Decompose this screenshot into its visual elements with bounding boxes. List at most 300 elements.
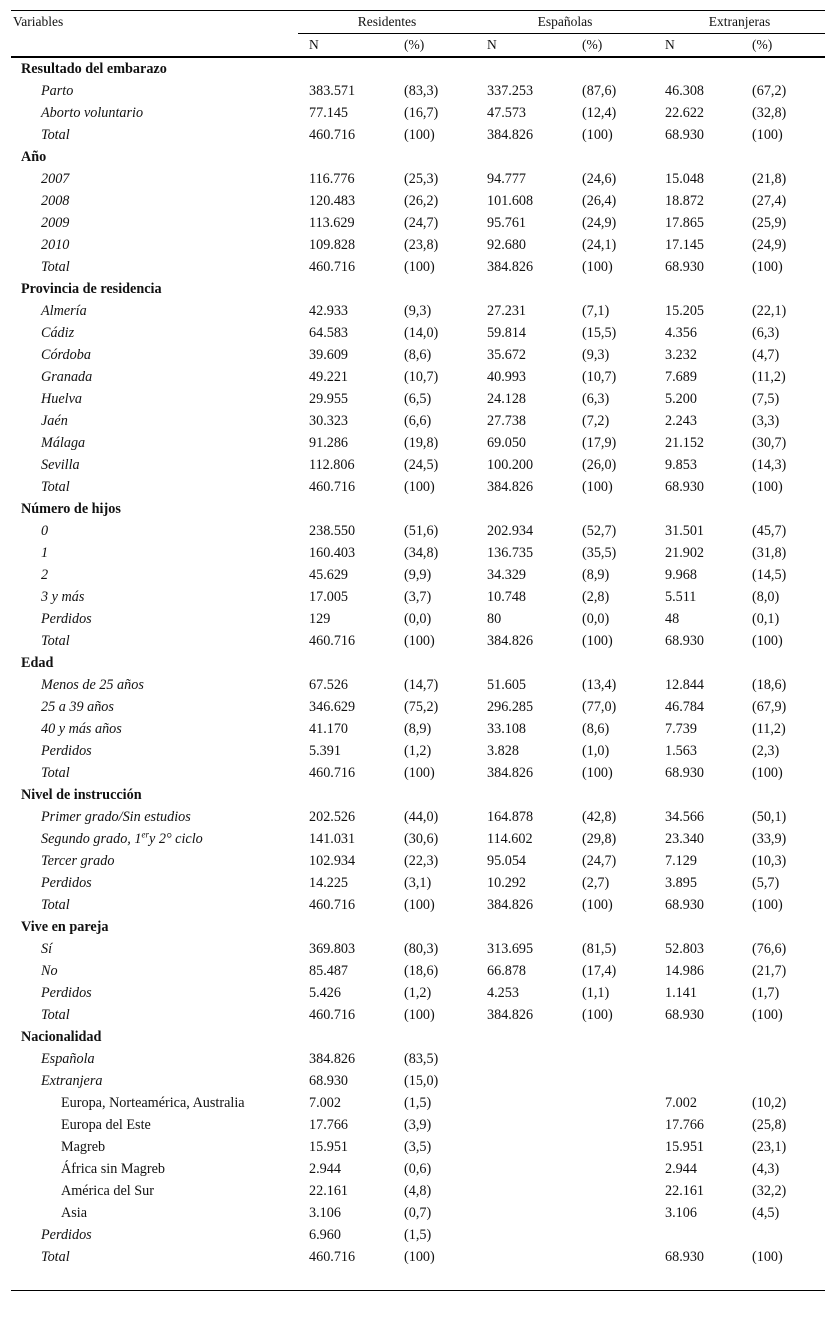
- row-label-text: Parto: [41, 83, 74, 99]
- table-row: [11, 476, 825, 498]
- cell-n: 17.145: [665, 237, 705, 253]
- row-label-text: Perdidos: [41, 1227, 92, 1243]
- cell-pct: (3,1): [404, 875, 432, 891]
- cell-pct: (8,9): [404, 721, 432, 737]
- row-label-text: Total: [41, 127, 70, 143]
- cell-n: 17.766: [309, 1117, 349, 1133]
- row-label: [11, 850, 298, 872]
- row-label-text: Segundo grado, 1: [41, 831, 142, 847]
- cell-pct: (3,5): [404, 1139, 432, 1155]
- cell-n: [476, 1114, 572, 1136]
- cell-n: 460.716: [309, 897, 356, 913]
- cell-pct: (7,2): [582, 413, 610, 429]
- cell-pct: (100): [404, 897, 435, 913]
- group-header-espanolas: Españolas: [476, 11, 654, 34]
- cell-pct: (2,3): [752, 743, 780, 759]
- cell-pct: (6,5): [404, 391, 432, 407]
- row-label-text: Perdidos: [41, 743, 92, 759]
- cell-pct: (11,2): [752, 369, 786, 385]
- table-row: [11, 586, 825, 608]
- cell-n: [654, 1070, 742, 1092]
- cell-pct: (100): [582, 1007, 613, 1023]
- cell-pct: (6,6): [404, 413, 432, 429]
- cell-n: 42.933: [309, 303, 349, 319]
- row-label-text: Total: [41, 1249, 70, 1265]
- cell-pct: (19,8): [404, 435, 439, 451]
- table-row: [11, 564, 825, 586]
- cell-pct: (10,7): [582, 369, 617, 385]
- cell-n: 64.583: [309, 325, 349, 341]
- cell-pct: (3,7): [404, 589, 432, 605]
- cell-pct: (10,7): [404, 369, 439, 385]
- table-row: [11, 256, 825, 278]
- cell-pct: (7,5): [752, 391, 780, 407]
- cell-pct: (1,0): [582, 743, 610, 759]
- group-header-extranjeras: Extranjeras: [654, 11, 825, 34]
- cell-pct: [572, 1224, 654, 1246]
- row-label-text: Europa del Este: [61, 1117, 151, 1133]
- cell-n: 27.231: [487, 303, 527, 319]
- cell-n: [476, 1246, 572, 1268]
- row-label-text: Menos de 25 años: [41, 677, 144, 693]
- cell-n: 68.930: [665, 1007, 705, 1023]
- table-body: [11, 57, 825, 1291]
- table-row: [11, 1224, 825, 1246]
- cell-pct: [572, 1180, 654, 1202]
- cell-pct: (26,2): [404, 193, 439, 209]
- cell-n: 7.689: [665, 369, 697, 385]
- cell-pct: (25,9): [752, 215, 787, 231]
- row-label: [11, 80, 298, 102]
- cell-n: 102.934: [309, 853, 356, 869]
- table-header: [11, 11, 825, 58]
- section-row: [11, 57, 825, 80]
- cell-pct: (100): [752, 259, 783, 275]
- cell-pct: (87,6): [582, 83, 617, 99]
- header-spacer: [11, 34, 298, 58]
- cell-pct: (25,3): [404, 171, 439, 187]
- cell-n: 92.680: [487, 237, 527, 253]
- cell-n: 40.993: [487, 369, 527, 385]
- row-label-text: Jaén: [41, 413, 68, 429]
- cell-pct: (15,0): [404, 1073, 439, 1089]
- row-label: [11, 190, 298, 212]
- cell-pct: [572, 1202, 654, 1224]
- cell-pct: (30,6): [404, 831, 439, 847]
- row-label-text: Tercer grado: [41, 853, 115, 869]
- row-label: [11, 828, 298, 850]
- table-row: [11, 542, 825, 564]
- cell-pct: (8,0): [752, 589, 780, 605]
- cell-pct: (24,9): [752, 237, 787, 253]
- row-label: [11, 806, 298, 828]
- cell-pct: [572, 1136, 654, 1158]
- cell-n: 313.695: [487, 941, 534, 957]
- cell-pct: (100): [582, 897, 613, 913]
- subcol-pct: (%): [394, 34, 476, 58]
- section-title: Nacionalidad: [21, 1029, 102, 1045]
- cell-n: 52.803: [665, 941, 705, 957]
- table-row: [11, 1202, 825, 1224]
- row-label-text: Total: [41, 765, 70, 781]
- cell-pct: (100): [752, 127, 783, 143]
- table-row: [11, 102, 825, 124]
- cell-pct: (23,1): [752, 1139, 787, 1155]
- cell-pct: (5,7): [752, 875, 780, 891]
- section-title: Año: [21, 149, 47, 165]
- row-label: [11, 542, 298, 564]
- row-label: [11, 300, 298, 322]
- cell-n: 2.944: [665, 1161, 697, 1177]
- cell-n: 66.878: [487, 963, 527, 979]
- row-label: [11, 586, 298, 608]
- cell-n: 1.141: [665, 985, 697, 1001]
- cell-n: 41.170: [309, 721, 349, 737]
- row-label-text: 0: [41, 523, 49, 539]
- section-row: [11, 784, 825, 806]
- row-label: [11, 960, 298, 982]
- row-label-text: 25 a 39 años: [41, 699, 114, 715]
- cell-pct: (15,5): [582, 325, 617, 341]
- cell-n: 5.391: [309, 743, 341, 759]
- cell-pct: (25,8): [752, 1117, 787, 1133]
- row-label: [11, 1070, 298, 1092]
- cell-n: 47.573: [487, 105, 527, 121]
- cell-n: 384.826: [487, 765, 534, 781]
- cell-pct: (18,6): [404, 963, 439, 979]
- row-label: [11, 1136, 298, 1158]
- row-label-text: Sevilla: [41, 457, 80, 473]
- cell-n: 85.487: [309, 963, 349, 979]
- row-label: [11, 366, 298, 388]
- cell-pct: (0,1): [752, 611, 780, 627]
- table-row: [11, 1004, 825, 1026]
- row-label: [11, 1158, 298, 1180]
- row-label-text: 2010: [41, 237, 70, 253]
- row-label-text: Extranjera: [41, 1073, 103, 1089]
- cell-n: 460.716: [309, 1007, 356, 1023]
- cell-pct: [742, 1224, 825, 1246]
- cell-pct: (9,3): [582, 347, 610, 363]
- cell-n: 7.739: [665, 721, 697, 737]
- cell-n: 120.483: [309, 193, 356, 209]
- row-label: [11, 630, 298, 652]
- table-row: [11, 322, 825, 344]
- cell-n: 24.128: [487, 391, 527, 407]
- cell-pct: (30,7): [752, 435, 787, 451]
- cell-pct: (100): [582, 259, 613, 275]
- cell-pct: (100): [404, 1007, 435, 1023]
- cell-pct: (67,2): [752, 83, 787, 99]
- table-row: [11, 828, 825, 850]
- cell-n: 17.005: [309, 589, 349, 605]
- cell-n: 129: [309, 611, 331, 627]
- cell-pct: (24,5): [404, 457, 439, 473]
- row-label: [11, 1092, 298, 1114]
- bottom-rule: [11, 1268, 825, 1291]
- cell-pct: (10,3): [752, 853, 787, 869]
- cell-pct: (14,0): [404, 325, 439, 341]
- table-row: [11, 124, 825, 146]
- cell-n: 3.106: [309, 1205, 341, 1221]
- cell-n: 15.048: [665, 171, 705, 187]
- row-label-text: América del Sur: [61, 1183, 154, 1199]
- cell-n: [476, 1180, 572, 1202]
- cell-pct: (42,8): [582, 809, 617, 825]
- cell-n: 68.930: [665, 127, 705, 143]
- cell-n: 384.826: [487, 127, 534, 143]
- section-row: [11, 146, 825, 168]
- cell-n: 22.161: [665, 1183, 705, 1199]
- cell-n: 3.106: [665, 1205, 697, 1221]
- table-row: [11, 696, 825, 718]
- cell-n: 1.563: [665, 743, 697, 759]
- cell-pct: (45,7): [752, 523, 787, 539]
- cell-n: 30.323: [309, 413, 349, 429]
- row-label-text: Primer grado/Sin estudios: [41, 809, 191, 825]
- cell-pct: (83,3): [404, 83, 439, 99]
- cell-n: [476, 1202, 572, 1224]
- cell-pct: (4,8): [404, 1183, 432, 1199]
- cell-n: [476, 1136, 572, 1158]
- cell-n: [476, 1092, 572, 1114]
- row-label: [11, 454, 298, 476]
- cell-n: 22.161: [309, 1183, 349, 1199]
- cell-n: 7.129: [665, 853, 697, 869]
- row-label-text: 2009: [41, 215, 70, 231]
- cell-pct: (4,5): [752, 1205, 780, 1221]
- section-title: Edad: [21, 655, 54, 671]
- cell-pct: (4,3): [752, 1161, 780, 1177]
- cell-n: 2.243: [665, 413, 697, 429]
- cell-pct: (100): [582, 765, 613, 781]
- row-label: [11, 322, 298, 344]
- cell-pct: (67,9): [752, 699, 787, 715]
- cell-n: 383.571: [309, 83, 356, 99]
- row-label: [11, 1004, 298, 1026]
- cell-pct: (13,4): [582, 677, 617, 693]
- cell-n: 202.934: [487, 523, 534, 539]
- table-row: [11, 1136, 825, 1158]
- row-label-text: Almería: [41, 303, 87, 319]
- cell-pct: (100): [582, 479, 613, 495]
- row-label-text: Europa, Norteamérica, Australia: [61, 1095, 245, 1111]
- table-row: [11, 410, 825, 432]
- cell-n: 10.748: [487, 589, 527, 605]
- cell-n: 369.803: [309, 941, 356, 957]
- section-title: Vive en pareja: [21, 919, 109, 935]
- cell-pct: (18,6): [752, 677, 787, 693]
- cell-n: 21.152: [665, 435, 705, 451]
- table-row: [11, 806, 825, 828]
- row-label: [11, 256, 298, 278]
- cell-n: 67.526: [309, 677, 349, 693]
- cell-pct: (10,2): [752, 1095, 787, 1111]
- row-label: [11, 212, 298, 234]
- table-row: [11, 454, 825, 476]
- group-header-residentes: Residentes: [298, 11, 476, 34]
- cell-n: 384.826: [487, 897, 534, 913]
- cell-n: 112.806: [309, 457, 355, 473]
- cell-n: 14.986: [665, 963, 705, 979]
- row-label-text: Total: [41, 1007, 70, 1023]
- cell-pct: (21,8): [752, 171, 787, 187]
- cell-n: 23.340: [665, 831, 705, 847]
- row-label-text: Magreb: [61, 1139, 106, 1155]
- cell-pct: (100): [752, 633, 783, 649]
- table-row: [11, 960, 825, 982]
- row-label-text: 2008: [41, 193, 70, 209]
- cell-n: 7.002: [665, 1095, 697, 1111]
- cell-n: [476, 1048, 572, 1070]
- cell-n: 141.031: [309, 831, 356, 847]
- cell-n: [476, 1070, 572, 1092]
- cell-n: 15.205: [665, 303, 705, 319]
- cell-pct: [572, 1114, 654, 1136]
- row-label: [11, 608, 298, 630]
- section-row: [11, 652, 825, 674]
- cell-n: 460.716: [309, 259, 356, 275]
- cell-pct: (8,6): [404, 347, 432, 363]
- cell-pct: (100): [404, 765, 435, 781]
- row-label-text: No: [41, 963, 58, 979]
- variables-header: Variables: [11, 11, 298, 34]
- table-row: [11, 300, 825, 322]
- cell-n: 35.672: [487, 347, 527, 363]
- cell-n: [476, 1158, 572, 1180]
- cell-n: 69.050: [487, 435, 527, 451]
- table-row: [11, 1158, 825, 1180]
- cell-pct: (8,6): [582, 721, 610, 737]
- subcol-n: N: [654, 34, 742, 58]
- header-row-groups: [11, 11, 825, 34]
- cell-n: 29.955: [309, 391, 349, 407]
- row-label-text: 2: [41, 567, 49, 583]
- cell-pct: [742, 1048, 825, 1070]
- cell-pct: (1,1): [582, 985, 610, 1001]
- table-row: [11, 608, 825, 630]
- cell-n: 9.968: [665, 567, 697, 583]
- cell-pct: (0,6): [404, 1161, 432, 1177]
- row-label: [11, 938, 298, 960]
- cell-pct: (14,3): [752, 457, 787, 473]
- cell-pct: (2,7): [582, 875, 610, 891]
- cell-pct: (22,3): [404, 853, 439, 869]
- cell-pct: (80,3): [404, 941, 439, 957]
- cell-pct: (100): [752, 1007, 783, 1023]
- cell-n: 51.605: [487, 677, 527, 693]
- cell-pct: (1,2): [404, 743, 432, 759]
- cell-n: 5.200: [665, 391, 697, 407]
- cell-n: 31.501: [665, 523, 705, 539]
- cell-pct: (26,4): [582, 193, 617, 209]
- cell-pct: [572, 1158, 654, 1180]
- row-label-text: Perdidos: [41, 875, 92, 891]
- table-row: [11, 630, 825, 652]
- cell-n: [476, 1224, 572, 1246]
- cell-n: 10.292: [487, 875, 527, 891]
- table-row: [11, 740, 825, 762]
- section-title: Provincia de residencia: [21, 281, 162, 297]
- row-label: [11, 102, 298, 124]
- cell-pct: (50,1): [752, 809, 787, 825]
- cell-n: 116.776: [309, 171, 355, 187]
- cell-n: 18.872: [665, 193, 705, 209]
- row-label: [11, 344, 298, 366]
- row-label-text: Total: [41, 259, 70, 275]
- cell-n: [654, 1224, 742, 1246]
- row-label-text: Sí: [41, 941, 53, 957]
- cell-pct: (75,2): [404, 699, 439, 715]
- row-label: [11, 410, 298, 432]
- cell-n: 27.738: [487, 413, 527, 429]
- cell-n: 346.629: [309, 699, 356, 715]
- cell-pct: (35,5): [582, 545, 617, 561]
- cell-pct: (24,7): [404, 215, 439, 231]
- bottom-rule-cell: [11, 1268, 825, 1291]
- cell-pct: (34,8): [404, 545, 439, 561]
- section-row: [11, 498, 825, 520]
- cell-pct: (31,8): [752, 545, 787, 561]
- cell-pct: (100): [404, 479, 435, 495]
- table-row: [11, 80, 825, 102]
- table-row: [11, 1070, 825, 1092]
- cell-n: 15.951: [665, 1139, 705, 1155]
- subcol-n: N: [298, 34, 394, 58]
- cell-pct: (17,9): [582, 435, 617, 451]
- cell-pct: (100): [752, 765, 783, 781]
- cell-pct: (32,2): [752, 1183, 787, 1199]
- cell-pct: [572, 1070, 654, 1092]
- cell-n: 4.253: [487, 985, 519, 1001]
- row-label-text: Córdoba: [41, 347, 91, 363]
- cell-pct: (7,1): [582, 303, 610, 319]
- section-title: Número de hijos: [21, 501, 121, 517]
- row-label: [11, 762, 298, 784]
- cell-pct: (24,1): [582, 237, 617, 253]
- cell-n: 46.784: [665, 699, 705, 715]
- table-row: [11, 190, 825, 212]
- cell-pct: (4,7): [752, 347, 780, 363]
- row-label: [11, 718, 298, 740]
- cell-n: 100.200: [487, 457, 534, 473]
- row-label-text: Española: [41, 1051, 95, 1067]
- cell-n: 14.225: [309, 875, 349, 891]
- cell-pct: (24,7): [582, 853, 617, 869]
- cell-pct: (83,5): [404, 1051, 439, 1067]
- section-row: [11, 916, 825, 938]
- cell-n: 45.629: [309, 567, 349, 583]
- cell-n: 9.853: [665, 457, 697, 473]
- table-row: [11, 872, 825, 894]
- cell-pct: (23,8): [404, 237, 439, 253]
- cell-n: 77.145: [309, 105, 349, 121]
- cell-pct: (100): [752, 479, 783, 495]
- section-title: Nivel de instrucción: [21, 787, 142, 803]
- table-row: [11, 982, 825, 1004]
- cell-n: 21.902: [665, 545, 705, 561]
- cell-pct: (77,0): [582, 699, 617, 715]
- cell-pct: (100): [404, 127, 435, 143]
- row-label: [11, 872, 298, 894]
- table-row: [11, 938, 825, 960]
- cell-n: 68.930: [665, 479, 705, 495]
- row-label-text: Cádiz: [41, 325, 75, 341]
- row-label-text: Asia: [61, 1205, 88, 1221]
- section-row: [11, 278, 825, 300]
- cell-n: 384.826: [309, 1051, 356, 1067]
- table-row: [11, 850, 825, 872]
